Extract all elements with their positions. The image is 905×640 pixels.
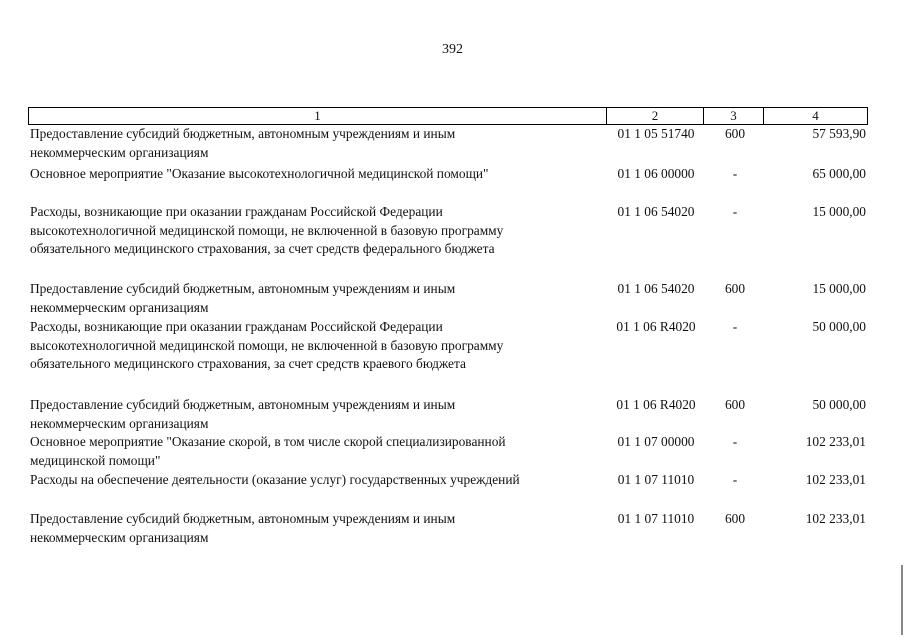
row-description: Расходы, возникающие при оказании гражданам Российской Федерации высокотехнологичной медицинской помощи, не включенной в базовую программу обязательного медицинского страхования, за счет средств краевого бюджета [30, 319, 504, 371]
row-amount: 15 000,00 [812, 281, 866, 296]
row-type: - [732, 472, 738, 487]
row-description: Предоставление субсидий бюджетным, автономным учреждениям и иным некоммерческим организациям [30, 511, 456, 545]
row-code: 01 1 06 54020 [617, 281, 695, 296]
row-type: - [732, 434, 738, 449]
page-number: 392 [442, 42, 463, 57]
row-amount: 57 593,90 [812, 126, 866, 141]
row-type: - [732, 319, 738, 334]
row-type: - [732, 166, 738, 181]
row-code: 01 1 06 R4020 [616, 319, 696, 334]
header-col-4: 4 [763, 108, 867, 124]
row-description: Предоставление субсидий бюджетным, автономным учреждениям и иным некоммерческим организациям [30, 126, 456, 160]
row-description: Основное мероприятие "Оказание скорой, в том числе скорой специализированной медицинской помощи" [30, 434, 506, 468]
row-type: 600 [724, 281, 746, 296]
scan-edge-mark [901, 565, 903, 635]
row-description: Предоставление субсидий бюджетным, автономным учреждениям и иным некоммерческим организациям [30, 397, 456, 431]
row-description: Расходы на обеспечение деятельности (оказание услуг) государственных учреждений [30, 472, 520, 487]
row-description: Основное мероприятие "Оказание высокотехнологичной медицинской помощи" [30, 166, 489, 181]
row-amount: 102 233,01 [805, 472, 866, 487]
table-header [28, 107, 868, 125]
row-type: 600 [724, 511, 746, 526]
row-code: 01 1 07 11010 [617, 511, 695, 526]
row-code: 01 1 06 00000 [617, 166, 695, 181]
row-code: 01 1 06 54020 [617, 204, 695, 219]
row-description: Предоставление субсидий бюджетным, автономным учреждениям и иным некоммерческим организациям [30, 281, 456, 315]
row-amount: 50 000,00 [812, 319, 866, 334]
row-description: Расходы, возникающие при оказании гражданам Российской Федерации высокотехнологичной медицинской помощи, не включенной в базовую программу обязательного медицинского страхования, за счет средств федерального бюджета [30, 204, 504, 256]
row-amount: 50 000,00 [812, 397, 866, 412]
header-col-1: 1 [314, 108, 321, 123]
row-code: 01 1 07 00000 [617, 434, 695, 449]
row-type: 600 [724, 126, 746, 141]
row-amount: 102 233,01 [805, 434, 866, 449]
row-code: 01 1 06 R4020 [616, 397, 696, 412]
header-col-3: 3 [703, 108, 763, 124]
row-type: - [732, 204, 738, 219]
row-amount: 65 000,00 [812, 166, 866, 181]
row-amount: 102 233,01 [805, 511, 866, 526]
row-type: 600 [724, 397, 746, 412]
row-code: 01 1 07 11010 [617, 472, 695, 487]
row-code: 01 1 05 51740 [617, 126, 695, 141]
row-amount: 15 000,00 [812, 204, 866, 219]
header-col-2: 2 [606, 108, 703, 124]
